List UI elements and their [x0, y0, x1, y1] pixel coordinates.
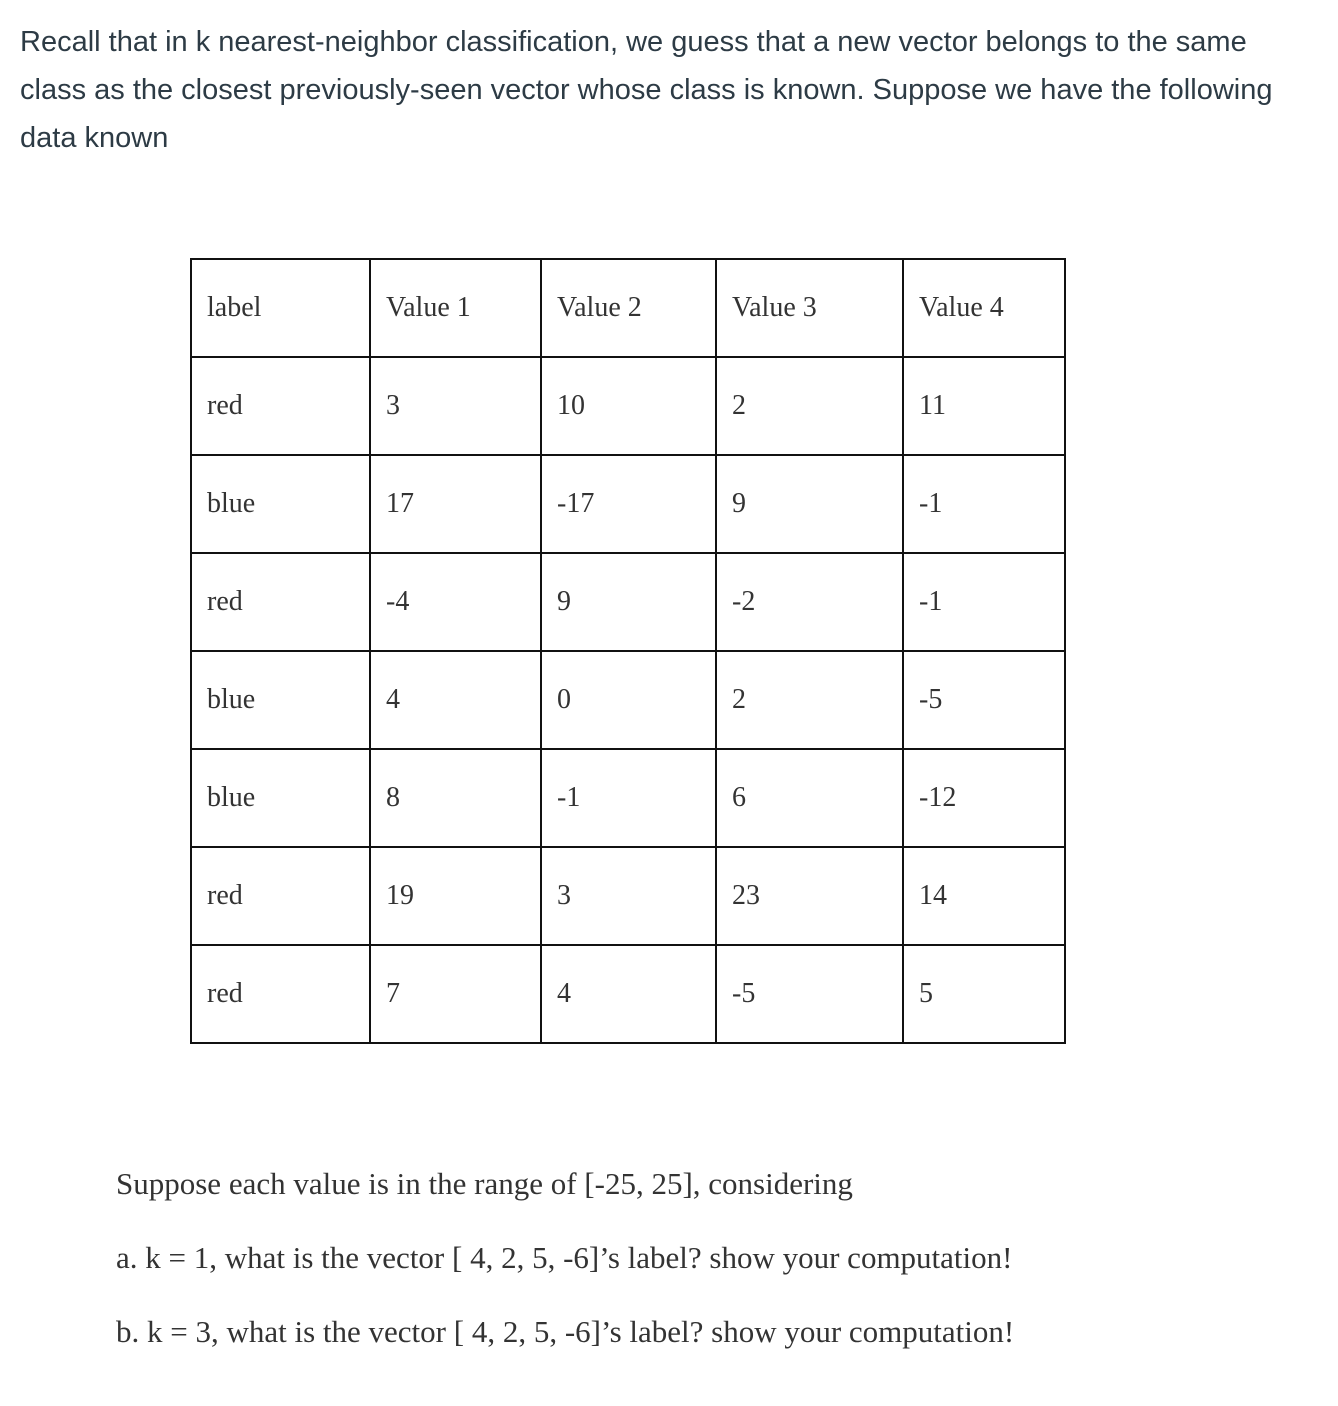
- cell-label: blue: [191, 651, 370, 749]
- question-b: b. k = 3, what is the vector [ 4, 2, 5, -6]’s label? show your computation!: [116, 1314, 1015, 1349]
- header-label: label: [191, 259, 370, 357]
- cell-label: red: [191, 847, 370, 945]
- cell-label: blue: [191, 455, 370, 553]
- cell-value: 10: [541, 357, 716, 455]
- range-statement: Suppose each value is in the range of [-25, 25], considering: [116, 1166, 853, 1201]
- cell-value: 11: [903, 357, 1065, 455]
- cell-label: red: [191, 945, 370, 1043]
- cell-label: red: [191, 357, 370, 455]
- cell-value: 9: [716, 455, 903, 553]
- cell-value: -4: [370, 553, 541, 651]
- data-table: [190, 258, 1066, 1044]
- header-value-2: Value 2: [541, 259, 716, 357]
- table-row: [191, 357, 1065, 455]
- header-value-1: Value 1: [370, 259, 541, 357]
- cell-value: 19: [370, 847, 541, 945]
- table-row: [191, 553, 1065, 651]
- cell-value: -5: [903, 651, 1065, 749]
- header-value-4: Value 4: [903, 259, 1065, 357]
- cell-value: 4: [370, 651, 541, 749]
- cell-value: 7: [370, 945, 541, 1043]
- cell-value: 23: [716, 847, 903, 945]
- table-row: [191, 847, 1065, 945]
- question-a: a. k = 1, what is the vector [ 4, 2, 5, -6]’s label? show your computation!: [116, 1240, 1013, 1275]
- cell-value: 0: [541, 651, 716, 749]
- cell-value: 5: [903, 945, 1065, 1043]
- table-header-row: [191, 259, 1065, 357]
- table-row: [191, 749, 1065, 847]
- cell-value: -12: [903, 749, 1065, 847]
- cell-value: -1: [541, 749, 716, 847]
- cell-value: 3: [370, 357, 541, 455]
- cell-value: 4: [541, 945, 716, 1043]
- cell-value: -17: [541, 455, 716, 553]
- questions-block: [116, 1160, 1316, 1382]
- intro-paragraph: Recall that in k nearest-neighbor classification, we guess that a new vector belongs to the same class as the closest previously-seen vector whose class is known. Suppose we have the following data known: [20, 26, 1273, 154]
- cell-value: 14: [903, 847, 1065, 945]
- cell-label: blue: [191, 749, 370, 847]
- cell-value: 8: [370, 749, 541, 847]
- cell-value: 2: [716, 651, 903, 749]
- cell-value: -2: [716, 553, 903, 651]
- cell-label: red: [191, 553, 370, 651]
- cell-value: 6: [716, 749, 903, 847]
- cell-value: -1: [903, 455, 1065, 553]
- cell-value: -5: [716, 945, 903, 1043]
- table-row: [191, 455, 1065, 553]
- cell-value: 3: [541, 847, 716, 945]
- header-value-3: Value 3: [716, 259, 903, 357]
- table-row: [191, 945, 1065, 1043]
- cell-value: 2: [716, 357, 903, 455]
- cell-value: 17: [370, 455, 541, 553]
- table-row: [191, 651, 1065, 749]
- cell-value: -1: [903, 553, 1065, 651]
- cell-value: 9: [541, 553, 716, 651]
